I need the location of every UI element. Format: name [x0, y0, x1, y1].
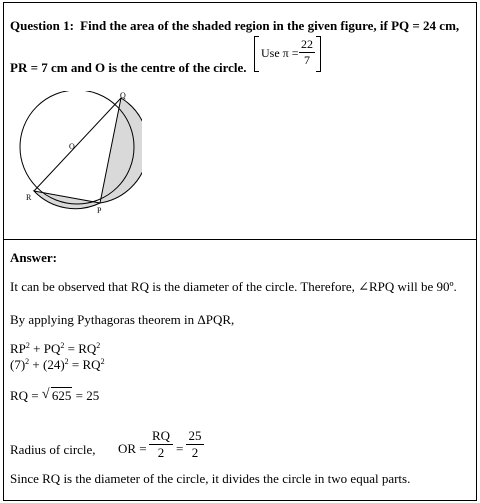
label-q: Q: [120, 91, 126, 100]
answer-line-1: It can be observed that RQ is the diameter of the circle. Therefore, ∠RPQ will be 90º.: [10, 279, 457, 294]
pi-hint-label: Use π =: [261, 46, 299, 60]
question-box: [3, 2, 477, 240]
answer-box: [3, 239, 477, 501]
equation-3: [10, 388, 99, 404]
pi-fraction: [299, 37, 315, 68]
eq2-exp-1: 2: [25, 357, 30, 366]
fraction-1-numerator: RQ: [149, 428, 173, 445]
fraction-2-denominator: 2: [191, 445, 199, 460]
label-r: R: [26, 193, 32, 202]
question-line-2: PR = 7 cm and O is the centre of the circle.: [10, 60, 247, 75]
eq1-term-1: RP: [10, 341, 26, 356]
eq1-term-3: = RQ: [64, 341, 97, 356]
question-line-1: [10, 18, 459, 34]
fraction-rq-over-2: [149, 428, 173, 461]
bracket-right: [316, 36, 321, 72]
eq1-term-2: + PQ: [29, 341, 61, 356]
eq1-exp-3: 2: [96, 341, 101, 350]
label-o: O: [69, 142, 75, 151]
circle-figure: [14, 91, 142, 221]
question-label: Question 1:: [10, 18, 74, 33]
eq2-term-3: = RQ: [68, 357, 101, 372]
or-lhs: OR =: [118, 441, 147, 456]
eq2-term-2: + (24): [29, 357, 65, 372]
fraction-25-over-2: [186, 428, 204, 461]
bracket-left: [254, 36, 259, 72]
eq2-term-1: (7): [10, 357, 26, 372]
pi-hint: [254, 36, 321, 72]
radius-label: Radius of circle,: [10, 442, 96, 457]
pi-denominator: 7: [304, 53, 310, 67]
answer-line-last: Since RQ is the diameter of the circle, it divides the circle in two equal parts.: [10, 471, 411, 486]
answer-heading: Answer:: [10, 250, 57, 265]
eq1-exp-1: 2: [25, 341, 30, 350]
square-root: [42, 388, 73, 404]
radicand: 625: [51, 388, 72, 403]
eq3-lhs: RQ =: [10, 388, 42, 403]
eq2-exp-2: 2: [64, 357, 69, 366]
radical-sign: √: [41, 387, 50, 402]
fraction-2-numerator: 25: [186, 428, 204, 445]
eq3-rhs: = 25: [72, 388, 100, 403]
eq1-exp-2: 2: [60, 341, 65, 350]
equation-2: [10, 357, 105, 373]
fraction-1-denominator: 2: [157, 445, 165, 460]
pi-numerator: 22: [301, 37, 313, 51]
equation-1: [10, 341, 100, 357]
eq2-exp-3: 2: [100, 357, 105, 366]
label-p: P: [97, 206, 102, 215]
answer-line-2: By applying Pythagoras theorem in ΔPQR,: [10, 312, 235, 327]
question-text-1: Find the area of the shaded region in the given figure, if PQ = 24 cm,: [80, 18, 460, 33]
equals-sign: =: [176, 441, 184, 456]
